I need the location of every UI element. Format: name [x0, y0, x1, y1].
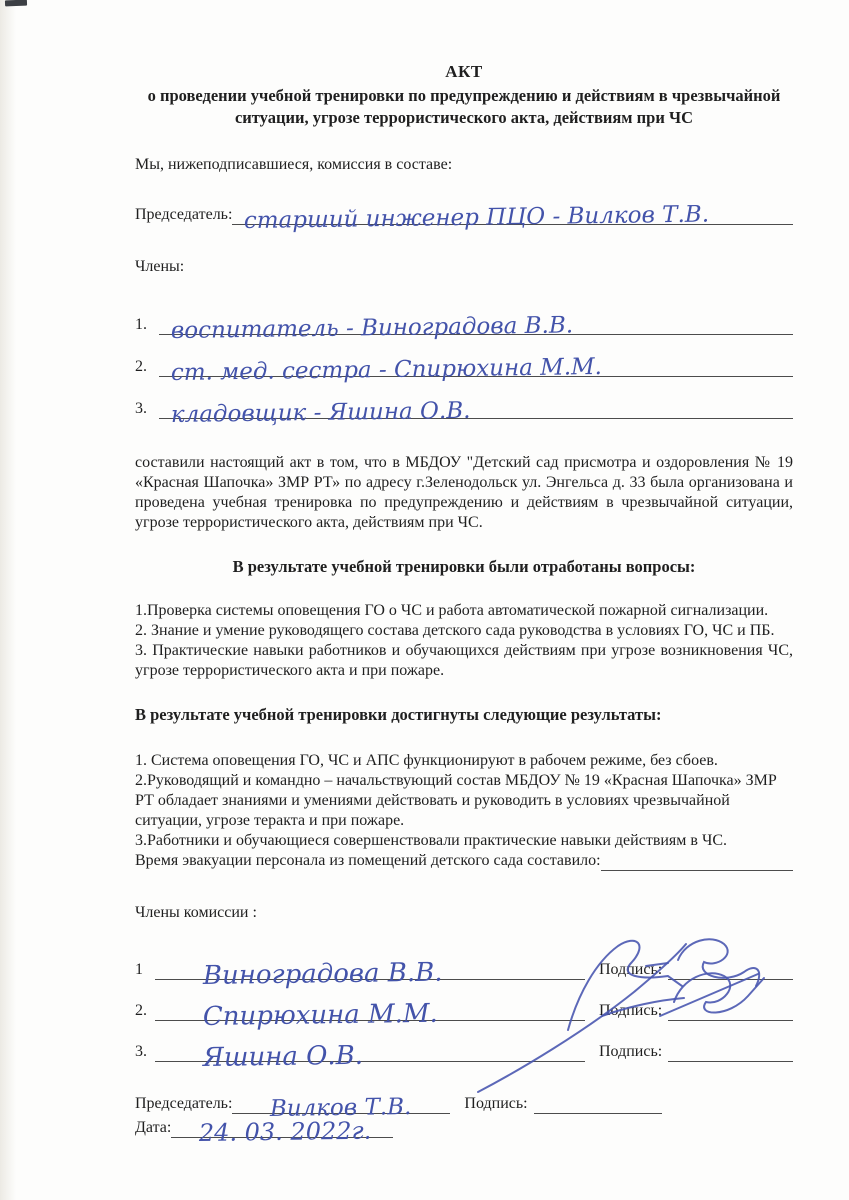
question-item-3: 3. Практические навыки работников и обучающихся действиям при угрозе возникновения ЧС, угрозе террористического акта и при пожаре.: [135, 642, 793, 679]
member-1-handwritten-value: воспитатель - Виноградова В.В.: [170, 312, 574, 344]
member-2-write-line: [159, 353, 793, 386]
date-label: Дата:: [135, 1119, 172, 1136]
commission-1-signature-label: Подпись:: [599, 961, 663, 978]
commission-3-signature-line: [668, 1055, 793, 1062]
chairman-label: Председатель:: [135, 206, 233, 223]
chairman-podpis-label: Подпись:: [464, 1095, 528, 1112]
date-row: [135, 1114, 793, 1147]
date-line: [171, 1116, 393, 1147]
commission-intro-text: Мы, нижеподписавшиеся, комиссия в составе:: [135, 156, 453, 173]
commission-2-number: 2.: [135, 1002, 147, 1019]
evacuation-time-row: [135, 851, 793, 871]
member-1-write-line: [159, 312, 793, 344]
commission-3-number: 3.: [135, 1043, 147, 1060]
question-item-1: 1.Проверка системы оповещения ГО о ЧС и работа автоматической пожарной сигнализации.: [135, 602, 769, 619]
member-2-number: 2.: [135, 358, 147, 375]
commission-2-handwritten-name: Спирюхина М.М.: [202, 998, 439, 1032]
chairman-write-line: [232, 201, 793, 234]
document-content: [135, 62, 793, 1147]
statement-paragraph: составили настоящий акт в том, что в МБДОУ "Детский сад присмотра и оздоровления № 19 «Красная Шапочка» ЗМР РТ» по адресу г.Зеленодольск ул. Энгельса д. 33 была организована и проведена учебная тренировка по предупреждению и действиям в чрезвычайной ситуации, угрозе террористического акта, действиям при ЧС.: [135, 454, 793, 531]
questions-heading: В результате учебной тренировки были отработаны вопросы:: [232, 557, 696, 576]
chairman-sign-label: Председатель:: [135, 1095, 233, 1112]
chairman-handwritten-value: старший инженер ПЦО - Вилков Т.В.: [244, 201, 710, 234]
document-subtitle-line2: ситуации, угрозе террористического акта, действиям при ЧС: [234, 108, 694, 127]
result-item-3: 3.Работники и обучающиеся совершенствовали практические навыки действиям в ЧС.: [135, 832, 728, 849]
questions-list: [135, 601, 793, 681]
commission-2-name-line: [155, 998, 585, 1032]
member-3-number: 3.: [135, 400, 147, 417]
commission-1-handwritten-name: Виноградова В.В.: [202, 957, 443, 991]
commission-1-signature-line: [668, 973, 793, 980]
commission-3-handwritten-name: Яшина О.В.: [202, 1040, 364, 1073]
chairman-handwritten-name: Вилков Т.В.: [270, 1094, 412, 1122]
scan-artifact-mark: [5, 0, 27, 6]
evacuation-time-label: Время эвакуации персонала из помещений детского сада составило:: [135, 852, 601, 869]
member-3-handwritten-value: кладовщик - Яшина О.В.: [170, 397, 471, 428]
member-row-1: [135, 293, 793, 344]
result-item-2: 2.Руководящий и командно – начальствующий состав МБДОУ № 19 «Красная Шапочка» ЗМР РТ обладает знаниями и умениями действовать и руководить в условиях чрезвычайной ситуации, угрозе теракта и при пожаре.: [135, 772, 777, 829]
chairman-signature-row: [135, 1084, 793, 1122]
commission-3-signature-label: Подпись:: [599, 1043, 663, 1060]
chairman-signature-line: [534, 1107, 662, 1114]
commission-2-signature-label: Подпись:: [599, 1002, 663, 1019]
commission-members-label: Члены комиссии :: [135, 904, 257, 921]
evacuation-time-blank-line: [601, 864, 793, 871]
member-2-handwritten-value: ст. мед. сестра - Спирюхина М.М.: [170, 353, 603, 386]
commission-1-number: 1: [135, 961, 143, 978]
commission-2-signature-line: [668, 1014, 793, 1021]
document-subtitle-line1: о проведении учебной тренировки по предупреждению и действиям в чрезвычайной: [147, 86, 781, 105]
results-list: [135, 751, 793, 871]
result-item-1: 1. Система оповещения ГО, ЧС и АПС функционируют в рабочем режиме, без сбоев.: [135, 752, 718, 769]
member-1-number: 1.: [135, 316, 147, 333]
commission-row-1: [135, 939, 793, 991]
chairman-field: [135, 201, 793, 234]
members-label: Члены:: [135, 258, 185, 275]
commission-1-name-line: [155, 957, 585, 991]
date-handwritten-value: 24. 03. 2022г.: [199, 1116, 372, 1147]
scan-edge-shadow: [0, 0, 16, 1200]
member-3-write-line: [159, 397, 793, 428]
question-item-2: 2. Знание и умение руководящего состава детского сада руководства в условиях ГО, ЧС и ПБ.: [135, 622, 775, 639]
chairman-name-line: [232, 1094, 450, 1122]
commission-3-name-line: [155, 1040, 585, 1073]
results-heading: В результате учебной тренировки достигнуты следующие результаты:: [135, 705, 662, 724]
document-title: АКТ: [445, 62, 483, 81]
